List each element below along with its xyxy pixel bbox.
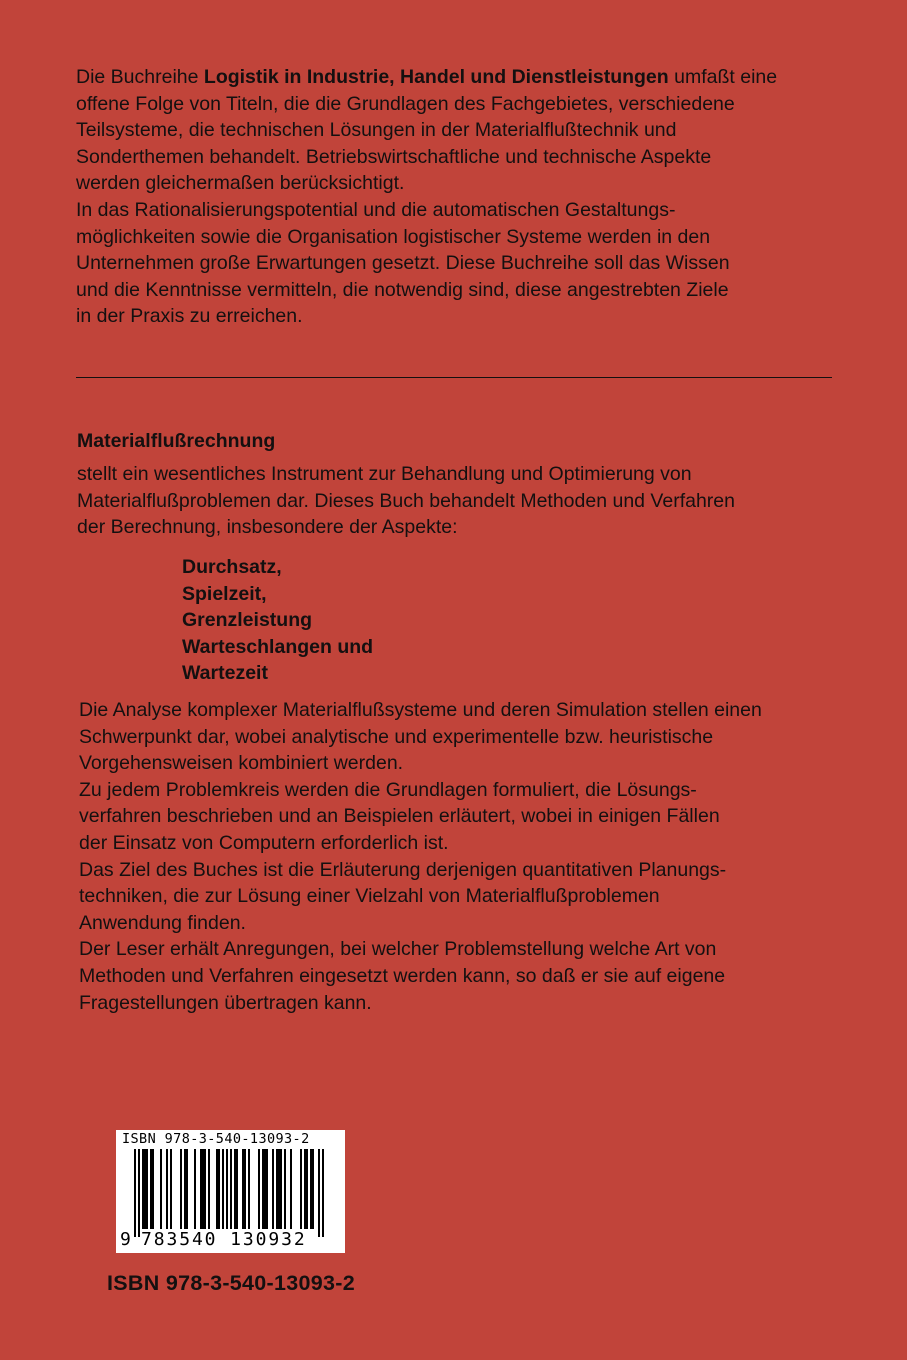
detail-line: der Einsatz von Computern erforderlich ist. <box>79 831 449 854</box>
intro-suffix: umfaßt eine <box>668 66 778 88</box>
series-title: Logistik in Industrie, Handel und Dienstleistungen <box>203 66 669 88</box>
barcode-first-digit: 9 <box>120 1229 131 1250</box>
divider-rule <box>76 377 832 378</box>
barcode-bar <box>278 1149 280 1229</box>
barcode-bar <box>242 1149 244 1229</box>
intro-line: Unternehmen große Erwartungen gesetzt. Diese Buchreihe soll das Wissen <box>76 252 730 275</box>
barcode-bar <box>222 1149 224 1229</box>
intro-line-1 <box>76 64 846 91</box>
barcode-bar <box>160 1149 162 1229</box>
barcode-bar <box>200 1149 202 1229</box>
barcode-bar <box>204 1149 206 1229</box>
intro-line: In das Rationalisierungspotential und die automatischen Gestaltungs- <box>76 198 676 221</box>
detail-line: Anwendung finden. <box>79 911 246 934</box>
barcode-guard-bar <box>318 1149 320 1237</box>
intro-line: und die Kenntnisse vermitteln, die notwendig sind, diese angestrebten Ziele <box>76 278 729 301</box>
barcode <box>116 1130 345 1253</box>
barcode-bar <box>144 1149 146 1229</box>
barcode-bar <box>304 1149 306 1229</box>
barcode-bar <box>180 1149 182 1229</box>
intro-line: in der Praxis zu erreichen. <box>76 305 303 328</box>
barcode-bar <box>272 1149 274 1229</box>
barcode-digits <box>116 1229 345 1251</box>
barcode-bar <box>202 1149 204 1229</box>
barcode-guard-bar <box>138 1149 140 1237</box>
barcode-bar <box>290 1149 292 1229</box>
aspect-item: Grenzleistung <box>182 609 313 632</box>
intro-line: offene Folge von Titeln, die die Grundlagen des Fachgebietes, verschiedene <box>76 92 735 115</box>
detail-line: Fragestellungen übertragen kann. <box>79 991 372 1014</box>
detail-line: Methoden und Verfahren eingesetzt werden kann, so daß er sie auf eigene <box>79 964 726 987</box>
series-description <box>76 64 846 330</box>
barcode-bar <box>258 1149 260 1229</box>
intro-line: Sonderthemen behandelt. Betriebswirtschaftliche und technische Aspekte <box>76 145 712 168</box>
barcode-bar <box>300 1149 302 1229</box>
detail-line: Der Leser erhält Anregungen, bei welcher Problemstellung welche Art von <box>79 938 717 961</box>
aspect-item: Wartezeit <box>182 662 268 685</box>
aspect-item: Warteschlangen und <box>182 635 374 658</box>
barcode-guard-bar <box>134 1149 136 1237</box>
intro-line: Teilsysteme, die technischen Lösungen in der Materialflußtechnik und <box>76 119 677 142</box>
aspect-item: Spielzeit, <box>182 582 267 605</box>
detail-line: Vorgehensweisen kombiniert werden. <box>79 752 404 775</box>
detail-line: verfahren beschrieben und an Beispielen erläutert, wobei in einigen Fällen <box>79 805 720 828</box>
barcode-remaining-digits: 783540 130932 <box>141 1229 307 1250</box>
barcode-bar <box>236 1149 238 1229</box>
barcode-bar <box>146 1149 148 1229</box>
barcode-bar <box>170 1149 172 1229</box>
aspect-item: Durchsatz, <box>182 556 282 578</box>
barcode-isbn-label: ISBN 978-3-540-13093-2 <box>122 1131 310 1147</box>
barcode-bar <box>276 1149 278 1229</box>
book-description <box>77 461 847 541</box>
isbn-text: ISBN 978-3-540-13093-2 <box>107 1271 356 1295</box>
barcode-bar <box>216 1149 218 1229</box>
intro-line: möglichkeiten sowie die Organisation logistischer Systeme werden in den <box>76 225 711 248</box>
barcode-bar <box>186 1149 188 1229</box>
detail-line: Das Ziel des Buches ist die Erläuterung derjenigen quantitativen Planungs- <box>79 858 727 881</box>
barcode-bar <box>218 1149 220 1229</box>
detail-line: Die Analyse komplexer Materialflußsysteme und deren Simulation stellen einen <box>79 699 762 721</box>
aspects-list <box>182 554 373 687</box>
barcode-guard-bar <box>226 1149 228 1237</box>
description-line: Materialflußproblemen dar. Dieses Buch behandelt Methoden und Verfahren <box>77 489 735 512</box>
book-details <box>79 697 849 1016</box>
description-line: stellt ein wesentliches Instrument zur Behandlung und Optimierung von <box>77 463 692 485</box>
barcode-bar <box>306 1149 308 1229</box>
book-title: Materialflußrechnung <box>77 430 276 452</box>
intro-line: werden gleichermaßen berücksichtigt. <box>76 172 405 195</box>
barcode-bar <box>184 1149 186 1229</box>
barcode-bar <box>280 1149 282 1229</box>
barcode-bar <box>248 1149 250 1229</box>
intro-prefix: Die Buchreihe <box>76 66 204 88</box>
barcode-bar <box>142 1149 144 1229</box>
barcode-bar <box>150 1149 152 1229</box>
description-line: der Berechnung, insbesondere der Aspekte: <box>77 516 458 539</box>
barcode-bar <box>266 1149 268 1229</box>
barcode-bar <box>152 1149 154 1229</box>
barcode-guard-bar <box>322 1149 324 1237</box>
barcode-bar <box>284 1149 286 1229</box>
detail-line: Zu jedem Problemkreis werden die Grundlagen formuliert, die Lösungs- <box>79 778 697 801</box>
barcode-bar <box>312 1149 314 1229</box>
barcode-guard-bar <box>230 1149 232 1237</box>
barcode-bar <box>264 1149 266 1229</box>
detail-line: techniken, die zur Lösung einer Vielzahl von Materialflußproblemen <box>79 885 660 908</box>
barcode-bar <box>310 1149 312 1229</box>
barcode-bar <box>194 1149 196 1229</box>
barcode-bar <box>234 1149 236 1229</box>
detail-line: Schwerpunkt dar, wobei analytische und experimentelle bzw. heuristische <box>79 725 714 748</box>
barcode-bar <box>262 1149 264 1229</box>
barcode-bar <box>244 1149 246 1229</box>
barcode-bar <box>208 1149 210 1229</box>
barcode-bar <box>166 1149 168 1229</box>
